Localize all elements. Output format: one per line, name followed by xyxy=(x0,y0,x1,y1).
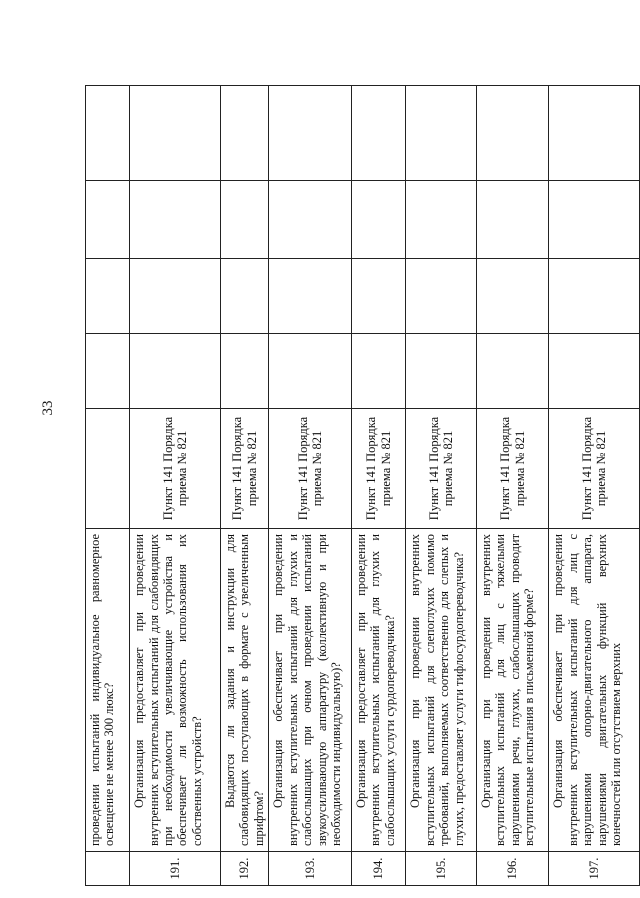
table-row xyxy=(351,86,405,886)
answer-no-cell xyxy=(130,259,221,334)
question-cell: Организация предоставляет при проведении внутренних вступительных испытаний для глухих и слабослышащих услуги сурдопереводчика? xyxy=(351,529,405,852)
table-row xyxy=(406,86,476,886)
row-number: 197. xyxy=(549,852,640,886)
question-cell: Организация обеспечивает при проведении внутренних вступительных испытаний для лиц с нарушениями опорно-двигательного аппарата, нарушениями двигательных функций верхних конечностей или отсутствием верхних xyxy=(549,529,640,852)
table-row xyxy=(476,86,549,886)
reference-cell: Пункт 141 Порядка приема № 821 xyxy=(269,409,352,529)
question-cell: проведении испытаний индивидуальное равномерное освещение не менее 300 люкс? xyxy=(86,529,130,852)
row-number: 194. xyxy=(351,852,405,886)
note-cell xyxy=(269,86,352,181)
table-row xyxy=(269,86,352,886)
note-cell xyxy=(351,86,405,181)
answer-yes-cell xyxy=(476,334,549,409)
reference-cell: Пункт 141 Порядка приема № 821 xyxy=(130,409,221,529)
reference-cell: Пункт 141 Порядка приема № 821 xyxy=(351,409,405,529)
question-cell: Организация при проведении внутренних вступительных испытаний для лиц с тяжелыми нарушениями речи, глухих, слабослышащих проводит вступительные испытания в письменной форме? xyxy=(476,529,549,852)
answer-yes-cell xyxy=(86,334,130,409)
answer-yes-cell xyxy=(220,334,269,409)
reference-cell: Пункт 141 Порядка приема № 821 xyxy=(406,409,476,529)
question-cell: Выдаются ли задания и инструкции для слабовидящих поступающих в формате с увеличенным шрифтом? xyxy=(220,529,269,852)
answer-na-cell xyxy=(86,181,130,259)
answer-na-cell xyxy=(220,181,269,259)
reference-cell xyxy=(86,409,130,529)
answer-na-cell xyxy=(130,181,221,259)
answer-yes-cell xyxy=(406,334,476,409)
note-cell xyxy=(476,86,549,181)
note-cell xyxy=(549,86,640,181)
answer-na-cell xyxy=(351,181,405,259)
answer-na-cell xyxy=(549,181,640,259)
table-row xyxy=(549,86,640,886)
reference-cell: Пункт 141 Порядка приема № 821 xyxy=(220,409,269,529)
question-cell: Организация предоставляет при проведении внутренних вступительных испытаний для слабовидящих при необходимости увеличивающие устройства и обеспечивает ли возможность использования их собственных устройств? xyxy=(130,529,221,852)
row-number xyxy=(86,852,130,886)
answer-no-cell xyxy=(406,259,476,334)
question-cell: Организация обеспечивает при проведении внутренних вступительных испытаний для глухих и слабослышащих при очном проведении испытаний звукоусиливающую аппаратуру (коллективную и при необходимости индивидуальную)? xyxy=(269,529,352,852)
answer-no-cell xyxy=(220,259,269,334)
answer-no-cell xyxy=(86,259,130,334)
row-number: 192. xyxy=(220,852,269,886)
answer-no-cell xyxy=(549,259,640,334)
note-cell xyxy=(86,86,130,181)
page-number: 33 xyxy=(40,400,56,416)
row-number: 195. xyxy=(406,852,476,886)
answer-no-cell xyxy=(351,259,405,334)
note-cell xyxy=(406,86,476,181)
note-cell xyxy=(220,86,269,181)
table-row xyxy=(220,86,269,886)
row-number: 196. xyxy=(476,852,549,886)
answer-no-cell xyxy=(476,259,549,334)
checklist-table xyxy=(85,85,640,886)
table-row xyxy=(130,86,221,886)
reference-cell: Пункт 141 Порядка приема № 821 xyxy=(476,409,549,529)
row-number: 191. xyxy=(130,852,221,886)
answer-na-cell xyxy=(476,181,549,259)
answer-na-cell xyxy=(269,181,352,259)
table-row xyxy=(86,86,130,886)
answer-yes-cell xyxy=(130,334,221,409)
answer-na-cell xyxy=(406,181,476,259)
note-cell xyxy=(130,86,221,181)
answer-yes-cell xyxy=(269,334,352,409)
answer-yes-cell xyxy=(549,334,640,409)
rotated-document xyxy=(85,86,640,886)
row-number: 193. xyxy=(269,852,352,886)
question-cell: Организация при проведении внутренних вступительных испытаний для слепоглухих помимо требований, выполняемых соответственно для слепых и глухих, предоставляет услуги тифлосурдопереводчика? xyxy=(406,529,476,852)
answer-yes-cell xyxy=(351,334,405,409)
reference-cell: Пункт 141 Порядка приема № 821 xyxy=(549,409,640,529)
answer-no-cell xyxy=(269,259,352,334)
